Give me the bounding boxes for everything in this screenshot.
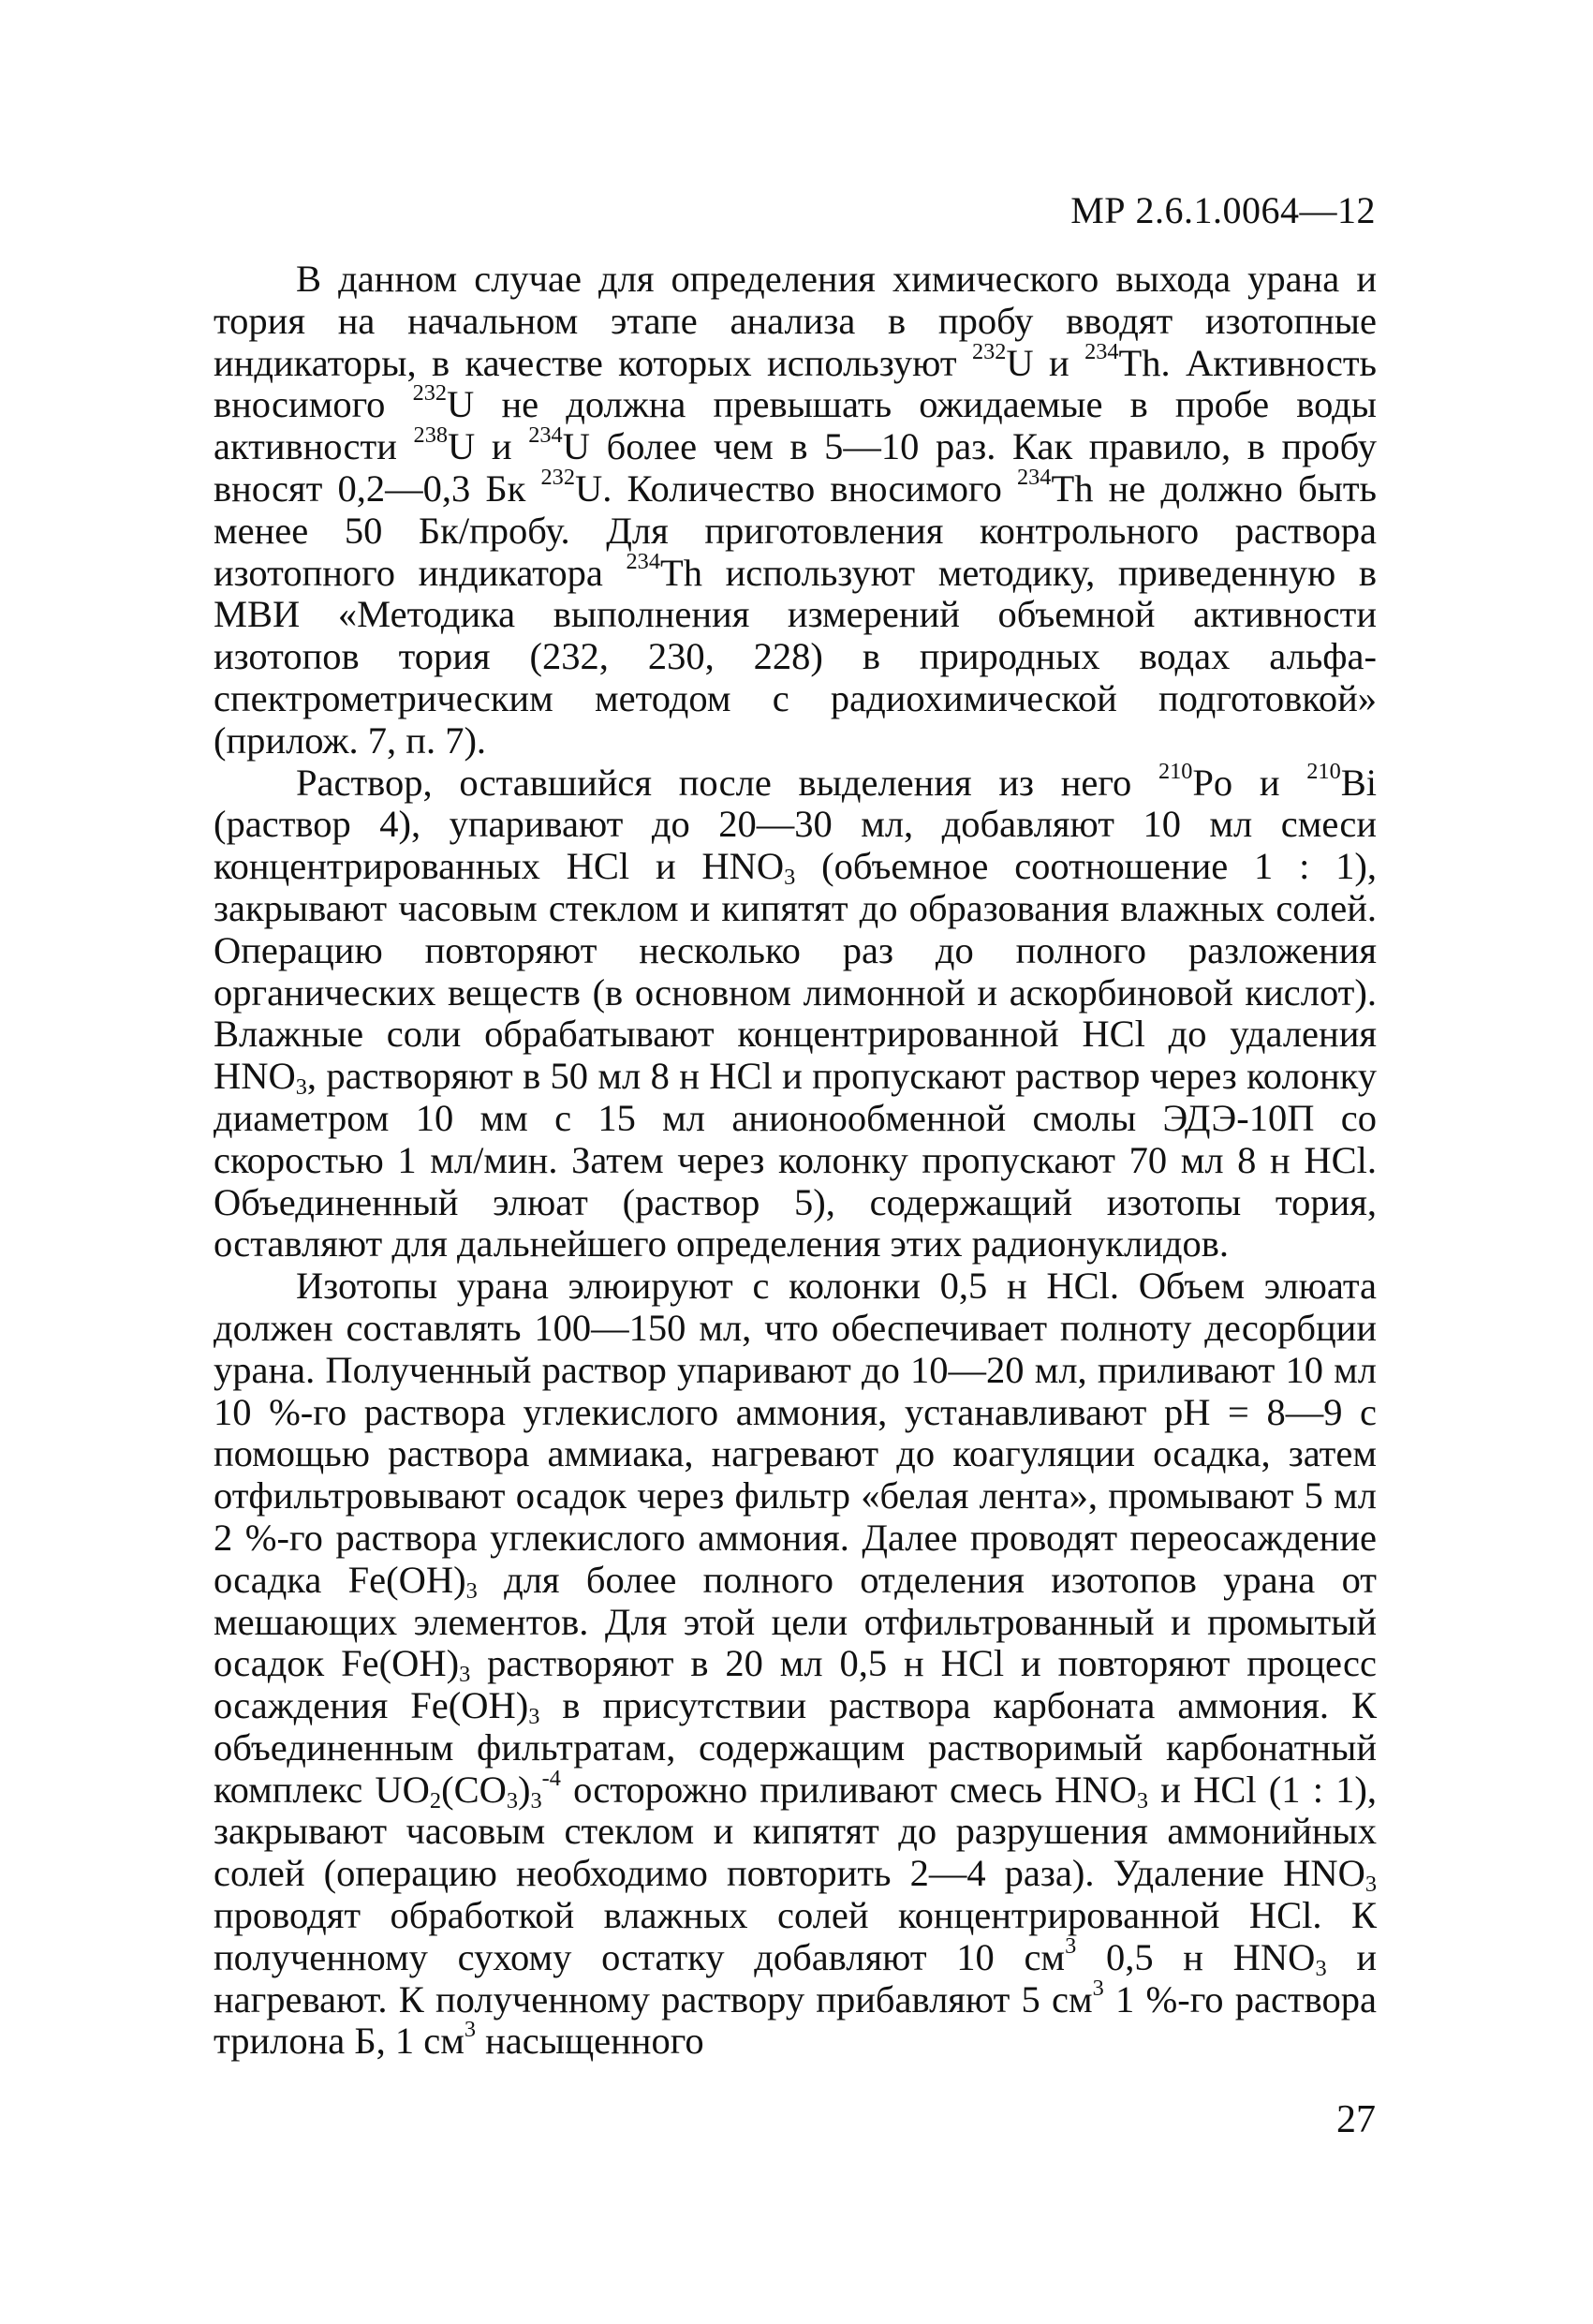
subscript-text: 3	[465, 1577, 478, 1604]
body-paragraph-1	[214, 259, 1377, 762]
body-paragraph-2	[214, 758, 1377, 1266]
superscript-text: 232	[412, 380, 448, 407]
body-paragraph-3	[214, 1266, 1377, 2063]
paragraph-text: Po и	[1192, 761, 1307, 804]
paragraph-text: 0,5 н HNO	[1076, 1935, 1316, 1978]
superscript-text: 232	[540, 464, 575, 490]
paragraph-text: )	[517, 1768, 531, 1811]
superscript-text: 3	[1092, 1975, 1104, 2001]
subscript-text: 3	[530, 1787, 542, 1813]
superscript-text: 234	[1084, 338, 1119, 364]
paragraph-text: проводят обработкой влажных солей концентрированной HCl. К полученному сухому остатку добавляют 10 см	[214, 1894, 1377, 1978]
paragraph-text: (CO	[441, 1768, 507, 1811]
paragraph-text: Изотопы урана элюируют с колонки 0,5 н HCl. Объем элюата должен составлять 100—150 мл, что обеспечивает полноту десорбции урана. Полученный раствор упаривают до 10—20 мл, приливают 10 мл 10 %-го раствора углекислого аммония, устанавливают pH = 8—9 с помощью раствора аммиака, нагревают до коагуляции осадка, затем отфильтровывают осадок через фильтр «белая лента», промывают 5 мл 2 %-го раствора углекислого аммония. Далее проводят переосаждение осадка Fe(OH)	[214, 1265, 1377, 1601]
paragraph-text: и HCl (1 : 1), закрывают часовым стеклом и кипятят до разрушения аммонийных солей (операцию необходимо повторить 2—4 раза). Удаление HNO	[214, 1768, 1377, 1895]
paragraph-text: В данном случае для определения химического выхода урана и тория на начальном этапе анализа в пробу вводят изотопные индикаторы, в качестве которых используют	[214, 258, 1377, 384]
superscript-text: 232	[971, 338, 1007, 364]
superscript-text: 234	[626, 548, 660, 574]
paragraph-text: и нагревают. К полученному раствору прибавляют 5 см	[214, 1935, 1377, 2021]
paragraph-text: U и	[448, 425, 529, 468]
paragraph-text: Bi (раствор 4), упаривают до 20—30 мл, добавляют 10 мл смеси концентрированных HCl и HNO	[214, 761, 1377, 888]
paragraph-text: , растворяют в 50 мл 8 н HCl и пропускают раствор через колонку диаметром 10 мм с 15 мл анионообменной смолы ЭДЭ-10П со скоростью 1 мл/мин. Затем через колонку пропускают 70 мл 8 н HCl. Объединенный элюат (раствор 5), содержащий изотопы тория, оставляют для дальнейшего определения этих радионуклидов.	[214, 1055, 1377, 1266]
page-number: 27	[1336, 2098, 1376, 2141]
paragraph-text: U не должна превышать ожидаемые в пробе воды активности	[214, 383, 1377, 468]
subscript-text: 3	[1364, 1872, 1377, 1898]
paragraph-text: 1 %-го раствора трилона Б, 1 см	[214, 1977, 1377, 2063]
paragraph-text: для более полного отделения изотопов урана от мешающих элементов. Для этой цели отфильтрованный и промытый осадок Fe(OH)	[214, 1558, 1377, 1685]
paragraph-text: в присутствии раствора карбоната аммония. К объединенным фильтратам, содержащим растворимый карбонатный комплекс UO	[214, 1684, 1377, 1811]
paragraph-text: Th не должно быть менее 50 Бк/пробу. Для приготовления контрольного раствора изотопного индикатора	[214, 466, 1377, 594]
superscript-text: -4	[541, 1765, 561, 1791]
subscript-text: 3	[1315, 1955, 1327, 1981]
superscript-text: 3	[464, 2017, 476, 2043]
subscript-text: 3	[506, 1787, 518, 1813]
main-text-body	[214, 259, 1377, 2063]
subscript-text: 3	[295, 1074, 307, 1101]
subscript-text: 3	[459, 1662, 471, 1688]
superscript-text: 234	[1017, 464, 1052, 490]
paragraph-text: Th. Активность вносимого	[214, 341, 1378, 426]
superscript-text: 3	[1065, 1932, 1077, 1959]
paragraph-text: U. Количество вносимого	[574, 466, 1017, 510]
paragraph-text: осторожно приливают смесь HNO	[560, 1768, 1137, 1811]
paragraph-text: (объемное соотношение 1 : 1), закрывают часовым стеклом и кипятят до образования влажных солей. Операцию повторяют несколько раз до полного разложения органических веществ (в основном лимонной и аскорбиновой кислот). Влажные соли обрабатывают концентрированной HCl до удаления HNO	[214, 845, 1377, 1098]
subscript-text: 3	[1136, 1787, 1149, 1813]
superscript-text: 238	[413, 422, 448, 448]
subscript-text: 3	[784, 865, 796, 891]
subscript-text: 2	[429, 1787, 442, 1813]
superscript-text: 210	[1306, 758, 1341, 784]
superscript-text: 210	[1158, 758, 1193, 784]
paragraph-text: насыщенного	[476, 2020, 704, 2063]
paragraph-text: Раствор, оставшийся после выделения из него	[296, 761, 1158, 804]
paragraph-text: растворяют в 20 мл 0,5 н HCl и повторяют процесс осаждения Fe(OH)	[214, 1642, 1377, 1727]
page-header-document-code: МР 2.6.1.0064—12	[1070, 189, 1376, 231]
paragraph-text: U более чем в 5—10 раз. Как правило, в пробу вносят 0,2—0,3 Бк	[214, 425, 1377, 510]
paragraph-text: Th используют методику, приведенную в МВИ «Методика выполнения измерений объемной активности изотопов тория (232, 230, 228) в природных водах альфа-спектрометрическим методом с радиохимической подготовкой» (прилож. 7, п. 7).	[214, 551, 1377, 762]
superscript-text: 234	[528, 422, 563, 448]
paragraph-text: U и	[1006, 341, 1085, 384]
subscript-text: 3	[528, 1704, 540, 1730]
